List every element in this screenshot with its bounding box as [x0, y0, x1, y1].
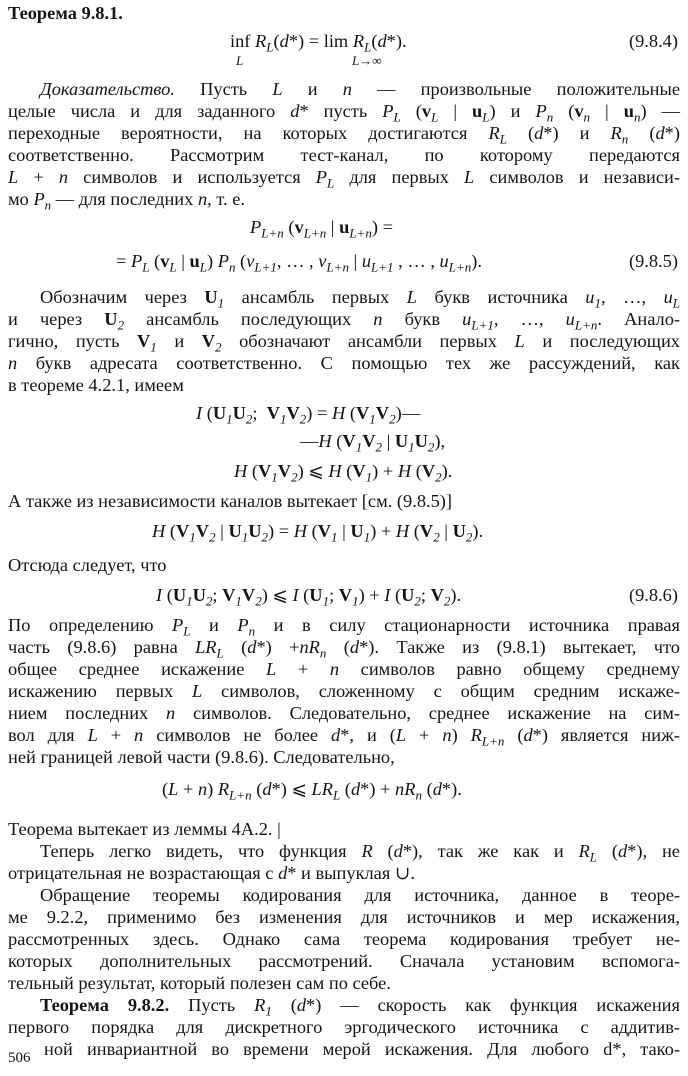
para3-line-4: искажению первых L символов, сложенному с общим средним искаже- — [8, 681, 680, 701]
para4-line-4: ме 9.2.2, применимо без изменения для источников и мер искажения, — [8, 907, 680, 927]
para2-line-2: и через $U_2$ ансамбль последующих n букв $u_{L+1}$, …, $u_{L+n}$. Анало- — [8, 309, 681, 333]
hence-line: Отсюда следует, что — [8, 555, 167, 575]
lemma-line: Теорема вытекает из леммы 4А.2. | — [8, 819, 281, 839]
para4-line-5: рассмотренных здесь. Однако сама теорема кодирования требует не- — [8, 929, 680, 949]
theorem-title: Теорема 9.8.1. — [8, 3, 123, 23]
theorem-2-line-3: ной инвариантной во времени мерой искажения. Для любого d*, тако- — [44, 1039, 680, 1059]
theorem-2-line-2: первого порядка для дискретного эргодического источника с аддитив- — [8, 1017, 680, 1037]
equation-conditional: —H ($V_1V_2$ | $U_1U_2$), — [300, 431, 446, 455]
para4-line-3: Обращение теоремы кодирования для источника, данное в теоре- — [40, 885, 680, 905]
equation-rate-bound: (L + n) $R_{L+n}$ (d*) ⩽ $LR_L$ $(d*) + nR_n$ (d*). — [162, 779, 462, 803]
para2-line-3: гично, пусть $V_1$ и $V_2$ обозначают ансамбли первых L и последующих — [8, 331, 680, 355]
para3-line-6: вол для L + n символов не более d*, и (L + n) $R_{L+n}$ (d*) является ниж- — [8, 725, 680, 749]
para2-line-1: Обозначим через $U_1$ ансамбль первых L букв источника $u_1$, …, $u_L$ — [40, 287, 680, 311]
para3-line-3: общее среднее искажение L + n символов равно общему среднему — [8, 659, 680, 679]
eq-number-986: (9.8.6) — [628, 585, 678, 605]
eq-984-under-inf: L — [236, 53, 244, 68]
proof-line-1: Доказательство. Пусть L и n — произвольные положительные — [40, 79, 680, 99]
eq-number-984: (9.8.4) — [628, 31, 678, 51]
equation-independence: H ($V_1V_2$ | $U_1U_2) = H$ ($V_1$ | $U_1) + H$ ($V_2$ | $U_2$). — [152, 521, 484, 545]
equation-9-8-6: I ($U_1U_2$; $V_1V_2$) ⩽ I ($U_1$; $V_1) + I$ ($U_2$; $V_2$). — [156, 585, 462, 609]
para3-line-1: По определению $P_L$ и $P_n$ и в силу стационарности источника правая — [8, 615, 680, 639]
theorem-2-title: Теорема 9.8.2. — [40, 995, 170, 1015]
equation-mutual-info: I ($U_1U_2$; $V_1V_2) = H$ $(V_1V_2)—$ — [196, 403, 421, 427]
eq-number-985: (9.8.5) — [628, 251, 678, 271]
para3-line-5: нием последних n символов. Следовательно, среднее искажение на сим- — [8, 703, 680, 723]
proof-line-3: переходные вероятности, на которых достигаются $R_L$ (d*) и $R_n$ (d*) — [8, 123, 680, 147]
theorem-2-line-1: Теорема 9.8.2. Пусть $R_1$ (d*) — скорость как функция искажения — [40, 995, 680, 1019]
equation-9-8-5-line1: $P_{L+n}$ ($v_{L+n}$ | $u_{L+n}$) = — [250, 217, 393, 241]
para3-line-2: часть (9.8.6) равна $LR_L$ $(d*) +nR_n$ (d*). Также из (9.8.1) вытекает, что — [8, 637, 680, 661]
para4-line-7: тельный результат, который полезен сам по себе. — [8, 973, 391, 993]
para2-line-5: в теореме 4.2.1, имеем — [8, 375, 184, 395]
equation-entropy-bound: H $(V_1V_2)$ ⩽ H $(V_1) + H$ $(V_2)$. — [234, 461, 453, 485]
proof-line-6: мо $P_n$ — для последних n, т. е. — [8, 189, 245, 213]
eq-984-under-lim: L→∞ — [352, 53, 382, 68]
para4-line-1: Теперь легко видеть, что функция R (d*), так же как и $R_L$ (d*), не — [40, 841, 680, 865]
para3-line-7: ней границей левой части (9.8.6). Следовательно, — [8, 747, 395, 767]
also-line: А также из независимости каналов вытекает [см. (9.8.5)] — [8, 491, 453, 511]
para4-line-6: которых дополнительных рассмотрений. Сначала установим вспомога- — [8, 951, 680, 971]
proof-line-4: соответственно. Рассмотрим тест-канал, по которому передаются — [8, 145, 680, 165]
proof-line-5: L + n символов и используется $P_L$ для первых L символов и независи- — [8, 167, 680, 191]
equation-9-8-5-line2: = $P_L$ ($v_L$ | $u_L$) $P_n$ ($v_{L+1}$, … , $v_{L+n}$ | $u_{L+1}$ , … , $u_{L+n}$). — [116, 251, 482, 275]
para2-line-4: n букв адресата соответственно. С помощью тех же рассуждений, как — [8, 353, 680, 373]
eq-984-inf: inf $R_L(d*) = \lim R_L(d*)$. — [230, 31, 407, 55]
para4-line-2: отрицательная не возрастающая с d* и выпуклая ∪. — [8, 863, 415, 883]
page-number: 506 — [8, 1050, 31, 1066]
proof-line-2: целые числа и для заданного d* пусть $P_L$ ($v_L$ | $u_L$) и $P_n$ ($v_n$ | $u_n$) — — [8, 101, 680, 125]
